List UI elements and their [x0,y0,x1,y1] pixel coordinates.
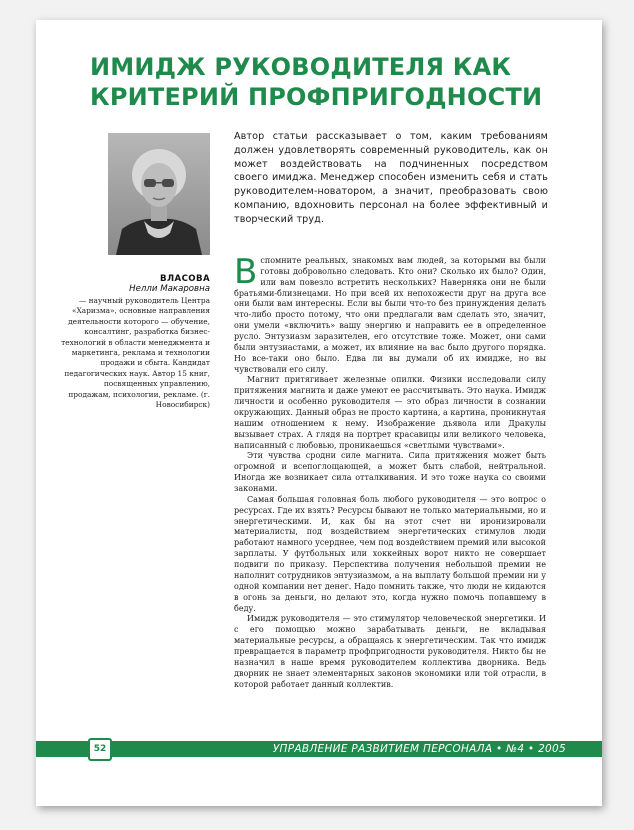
article-title [90,52,590,112]
author-given-name: Нелли Макаровна [129,284,210,294]
author-surname: ВЛАСОВА [160,274,210,284]
body-paragraph-4: Самая большая головная боль любого руководителя — это вопрос о ресурсах. Где их взять? Ресурсы бывают не только материальными, но и энергетическими. И, как бы на этот счет ни иронизировали материалисты, под воздействием энергетических стимулов люди работают намного усерднее, чем под воздействием премий или высокой зарплаты. У футбольных или хоккейных ворот никто не совершает подвиги по приказу. Перспектива получения небольшой премии не наполнит сотрудников энтузиазмом, а на выплату большой премии ни у одной компании нет денег. Надо помнить также, что люди не кидаются в огонь за деньги, но делают это, когда нужно помочь попавшему в беду. [234,494,546,613]
author-photo [108,133,210,255]
title-line-1: ИМИДЖ РУКОВОДИТЕЛЯ КАК [90,53,512,81]
article-lead: Автор статьи рассказывает о том, каким требованиям должен удовлетворять современный руководитель, как он может воздействовать на подчиненных посредством своего имиджа. Менеджер способен изменить себя и стать руководителем-новатором, а значит, преобразовать свою компанию, вдохновить персонал на более эффективный и творческий труд. [234,131,548,225]
author-name [60,274,210,294]
journal-footer: УПРАВЛЕНИЕ РАЗВИТИЕМ ПЕРСОНАЛА • №4 • 2005 [272,743,566,755]
body-paragraph-1 [234,252,546,375]
body-paragraph-5: Имидж руководителя — это стимулятор человеческой энергетики. И с его помощью можно зарабатывать деньги, не вкладывая материальные ресурсы, а обращаясь к энергетическим. Так что имидж превращается в параметр профпригодности руководителя. Никто бы не назначил в наше время руководителем коллектива дворника. Ведь дворник не знает элементарных законов экономики или той отрасли, в которой работает данный коллектив. [234,614,546,689]
drop-cap: В [234,252,258,292]
article-body [234,252,546,690]
body-paragraph-3: Эти чувства сродни силе магнита. Сила притяжения может быть огромной и всепоглощающей, а может быть слабой, нейтральной. Иногда же возникает сила отталкивания. И это тоже наука со своими законами. [234,451,546,494]
author-bio: — научный руководитель Центра «Харизма», основные направления деятельности которого — обучение, консалтинг, разработка бизнес-технологий в области менеджмента и маркетинга, реклама и технологии продажи и сбыта. Кандидат педагогических наук. Автор 15 книг, посвященных управлению, продажам, психологии, рекламе. (г. Новосибирск) [61,296,210,410]
body-paragraph-2: Магнит притягивает железные опилки. Физики исследовали силу притяжения магнита и даже умеют ее рассчитывать. Это наука. Имидж личности и особенно руководителя — это образ личности в сознании окружающих. Данный образ не просто картина, а картина, проникнутая нашим отношением к нему. Изображение дьявола или Дракулы вызывает страх. А глядя на портрет красавицы или великого человека, написанный с любовью, проникаешься «светлыми чувствами». [234,375,546,450]
body-paragraph-1-text: спомните реальных, знакомых вам людей, за которыми вы были готовы добровольно следовать. Кто они? Сколько их было? Один, или вам повезло встретить нескольких? Наверняка они не были братьями-близнецами. Но при всей их непохожести друг на друга все они были вам интересны. Если вы были что-то без принуждения делать что-либо просто потому, что они предлагали вам сделать это, значит, они умели «включить» вашу энергию и направить ее в определенное русло. Энтузиазм заразителен, его отсутствие тоже. Может, они сами были энтузиастами, а может, их влияние на вас было другого порядка. Но все-таки оно было. Едва ли вы думали об их имидже, но вы чувствовали его силу. [234,256,546,374]
page-number: 52 [88,738,112,761]
title-line-2: КРИТЕРИЙ ПРОФПРИГОДНОСТИ [90,83,543,111]
author-portrait-image [108,133,210,255]
